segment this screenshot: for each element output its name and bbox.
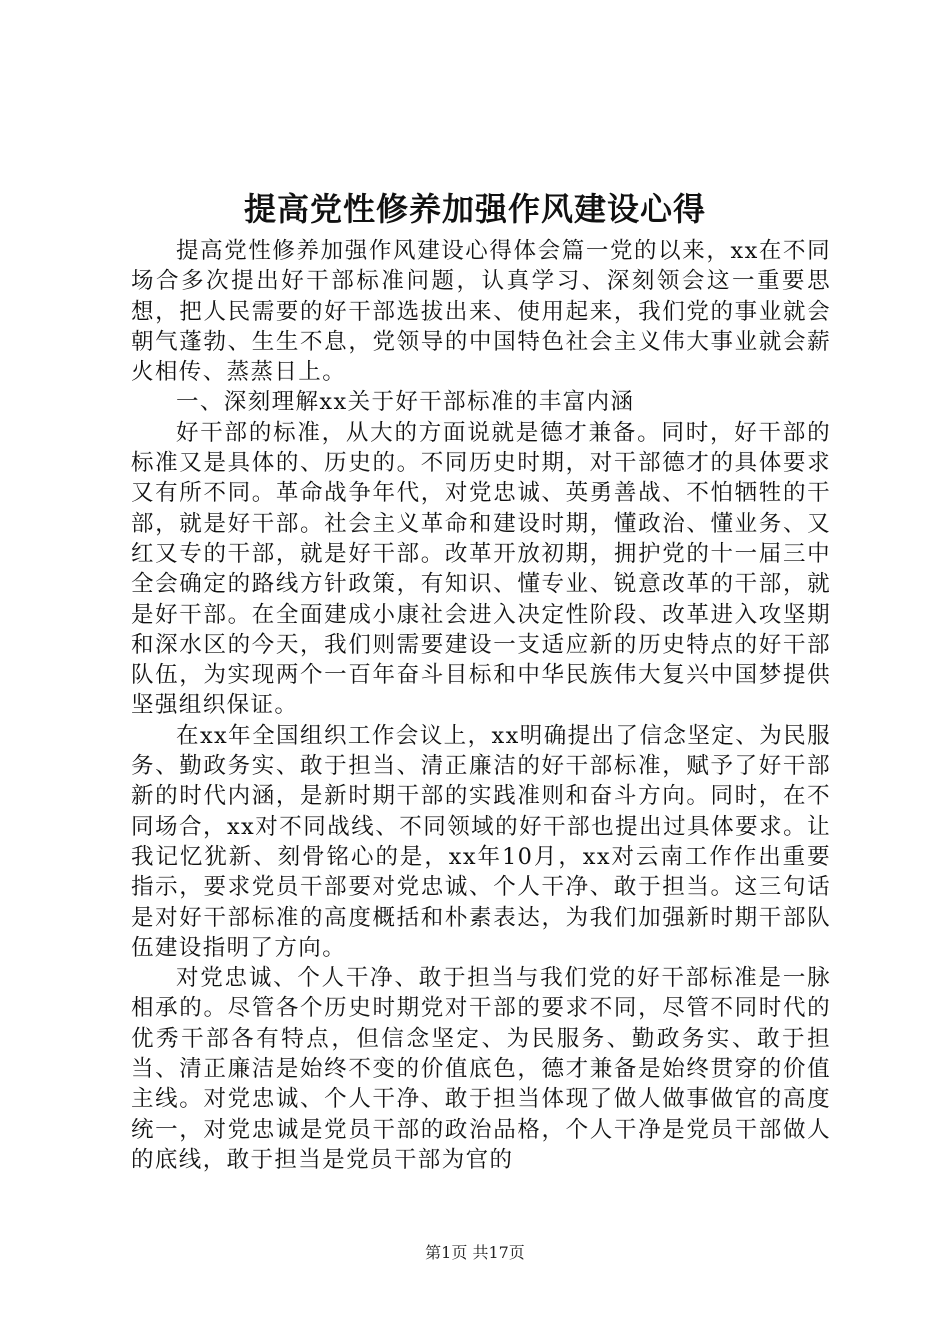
paragraph-intro: 提高党性修养加强作风建设心得体会篇一党的以来，xx在不同场合多次提出好干部标准问题，认真学习、深刻领会这一重要思想，把人民需要的好干部选拔出来、使用起来，我们党的事业就会朝气蓬勃、生生不息，党领导的中国特色社会主义伟大事业就会薪火相传、蒸蒸日上。: [131, 238, 831, 386]
section-heading: 一、深刻理解xx关于好干部标准的丰富内涵: [176, 389, 635, 416]
paragraph-standard: 好干部的标准，从大的方面说就是德才兼备。同时，好干部的标准又是具体的、历史的。不同历史时期，对干部德才的具体要求又有所不同。革命战争年代，对党忠诚、英勇善战、不怕牺牲的干部，就是好干部。社会主义革命和建设时期，懂政治、懂业务、又红又专的干部，就是好干部。改革开放初期，拥护党的十一届三中全会确定的路线方针政策，有知识、懂专业、锐意改革的干部，就是好干部。在全面建成小康社会进入决定性阶段、改革进入攻坚期和深水区的今天，我们则需要建设一支适应新的历史特点的好干部队伍，为实现两个一百年奋斗目标和中华民族伟大复兴中国梦提供坚强组织保证。: [131, 419, 831, 719]
page-number-footer: 第1页 共17页: [425, 1243, 525, 1262]
paragraph-loyalty: 对党忠诚、个人干净、敢于担当与我们党的好干部标准是一脉相承的。尽管各个历史时期党对干部的要求不同，尽管不同时代的优秀干部各有特点，但信念坚定、为民服务、勤政务实、敢于担当、清正廉洁是始终不变的价值底色，德才兼备是始终贯穿的价值主线。对党忠诚、个人干净、敢于担当体现了做人做事做官的高度统一，对党忠诚是党员干部的政治品格，个人干净是党员干部做人的底线，敢于担当是党员干部为官的: [131, 965, 831, 1173]
document-body: [131, 236, 831, 1175]
document-title: 提高党性修养加强作风建设心得: [243, 190, 706, 228]
paragraph-conference: 在xx年全国组织工作会议上，xx明确提出了信念坚定、为民服务、勤政务实、敢于担当、清正廉洁的好干部标准，赋予了好干部新的时代内涵，是新时期干部的实践准则和奋斗方向。同时，在不同场合，xx对不同战线、不同领域的好干部也提出过具体要求。让我记忆犹新、刻骨铭心的是，xx年10月，xx对云南工作作出重要指示，要求党员干部要对党忠诚、个人干净、敢于担当。这三句话是对好干部标准的高度概括和朴素表达，为我们加强新时期干部队伍建设指明了方向。: [131, 722, 831, 961]
